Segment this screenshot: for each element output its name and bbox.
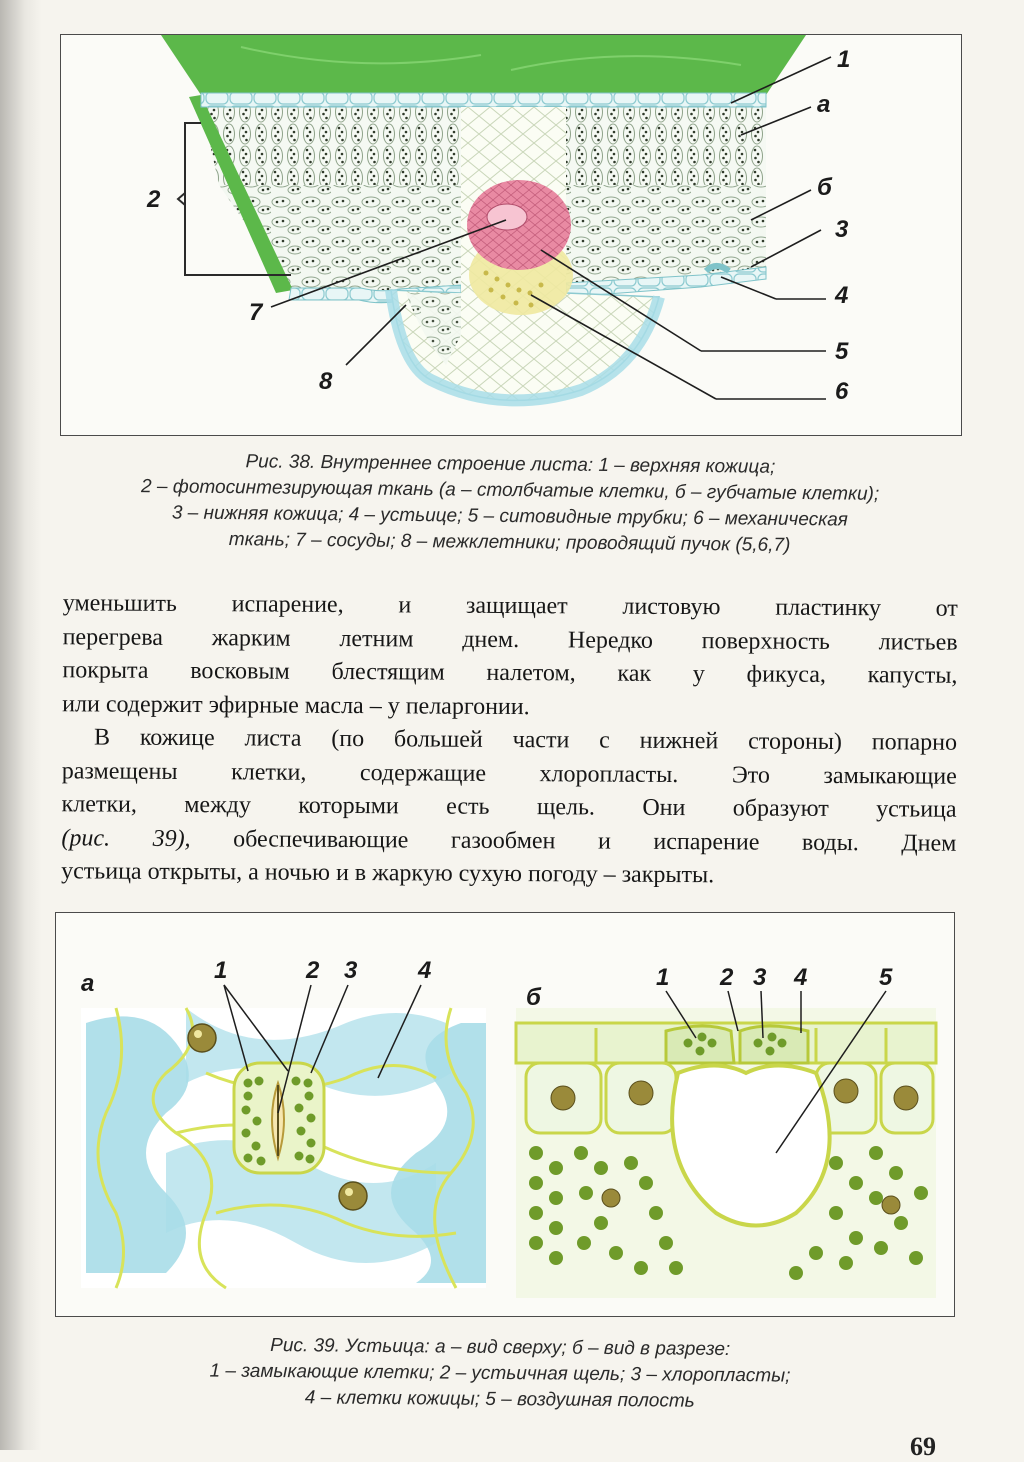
- fig38-label-6: 6: [835, 378, 849, 405]
- figure-38-leaf-structure: [60, 34, 962, 436]
- fig39a-label-1: 1: [214, 957, 228, 984]
- fig39b-label-3: 3: [753, 964, 767, 991]
- caption-line: 1 – замыкающие клетки; 2 – устьичная щель; 3 – хлоропласты;: [209, 1360, 791, 1387]
- page-binding-shadow: [0, 0, 42, 1450]
- text-line: клетки, между которыми есть щель. Они образуют устьица: [61, 791, 957, 823]
- caption-line: Рис. 39. Устьица: а – вид сверху; б – вид в разрезе:: [270, 1334, 731, 1361]
- guard-cell-right: [740, 1026, 808, 1063]
- fig39a-label-4: 4: [418, 957, 432, 984]
- caption-line: Рис. 38. Внутреннее строение листа: 1 – верхняя кожица;: [245, 451, 776, 478]
- spongy-tissue-right: [566, 185, 766, 285]
- leaf-cross-section-illustration: [61, 35, 961, 435]
- panel-a-top-view: [81, 957, 486, 1288]
- fig38-label-a: а: [817, 91, 831, 118]
- fig39b-label-2: 2: [720, 964, 734, 991]
- figure-reference: (рис. 39),: [61, 824, 191, 852]
- caption-line: 4 – клетки кожицы; 5 – воздушная полость: [304, 1387, 695, 1412]
- leaf-blade-surface: [161, 35, 806, 95]
- text-line: В кожице листа (по большей части с нижней стороны) попарно: [93, 724, 958, 756]
- page-number: 69: [910, 1432, 936, 1461]
- palisade-tissue-left: [201, 103, 461, 185]
- fig38-label-5: 5: [835, 338, 849, 365]
- caption-line: 3 – нижняя кожица; 4 – устьице; 5 – ситовидные трубки; 6 – механическая: [171, 502, 848, 531]
- fig39a-label-3: 3: [344, 957, 358, 984]
- nucleus: [339, 1182, 367, 1210]
- panel-b-letter: б: [526, 984, 541, 1011]
- figure-38-caption: [59, 447, 960, 560]
- text-line-with-ref: [61, 822, 956, 861]
- text-line: уменьшить испарение, и защищает листовую пластинку от: [62, 590, 958, 622]
- panel-a-letter: а: [81, 970, 95, 997]
- text-line: или содержит эфирные масла – у пеларгонии.: [62, 690, 530, 720]
- text-line: перегрева жарким летним днем. Нередко поверхность листьев: [62, 623, 958, 656]
- fig38-label-b: б: [817, 174, 832, 201]
- guard-cell-left: [666, 1026, 734, 1063]
- figure-39-caption: [120, 1332, 881, 1417]
- text-line: покрыта восковым блестящим налетом, как у фикуса, капусты,: [62, 657, 958, 689]
- palisade-tissue-right: [566, 103, 766, 185]
- vessels: [487, 204, 527, 230]
- stomata-illustration: [56, 913, 954, 1316]
- body-text: [61, 587, 958, 894]
- text-line: размещены клетки, содержащие хлоропласты. Это замыкающие: [61, 757, 957, 790]
- panel-b-cross-section: [516, 964, 936, 1298]
- upper-epidermis: [201, 93, 766, 107]
- fig38-label-7: 7: [249, 299, 263, 326]
- figure-39-stomata: [55, 912, 955, 1317]
- fig38-label-2: 2: [147, 186, 161, 213]
- text-line: устьица открыты, а ночью и в жаркую сухую погоду – закрыты.: [61, 858, 715, 889]
- fig38-label-1: 1: [837, 46, 851, 73]
- text-fragment: обеспечивающие газообмен и испарение воды. Днем: [233, 825, 957, 857]
- nucleus: [188, 1024, 216, 1052]
- fig38-label-3: 3: [835, 216, 849, 243]
- fig38-label-4: 4: [835, 282, 849, 309]
- caption-line: ткань; 7 – сосуды; 8 – межклетники; проводящий пучок (5,6,7): [228, 529, 791, 556]
- caption-line: 2 – фотосинтезирующая ткань (а – столбчатые клетки, б – губчатые клетки);: [140, 476, 880, 505]
- fig38-label-8: 8: [319, 368, 333, 395]
- fig39b-label-4: 4: [794, 964, 808, 991]
- fig39b-label-5: 5: [879, 964, 893, 991]
- fig39b-label-1: 1: [656, 964, 670, 991]
- fig39a-label-2: 2: [306, 957, 320, 984]
